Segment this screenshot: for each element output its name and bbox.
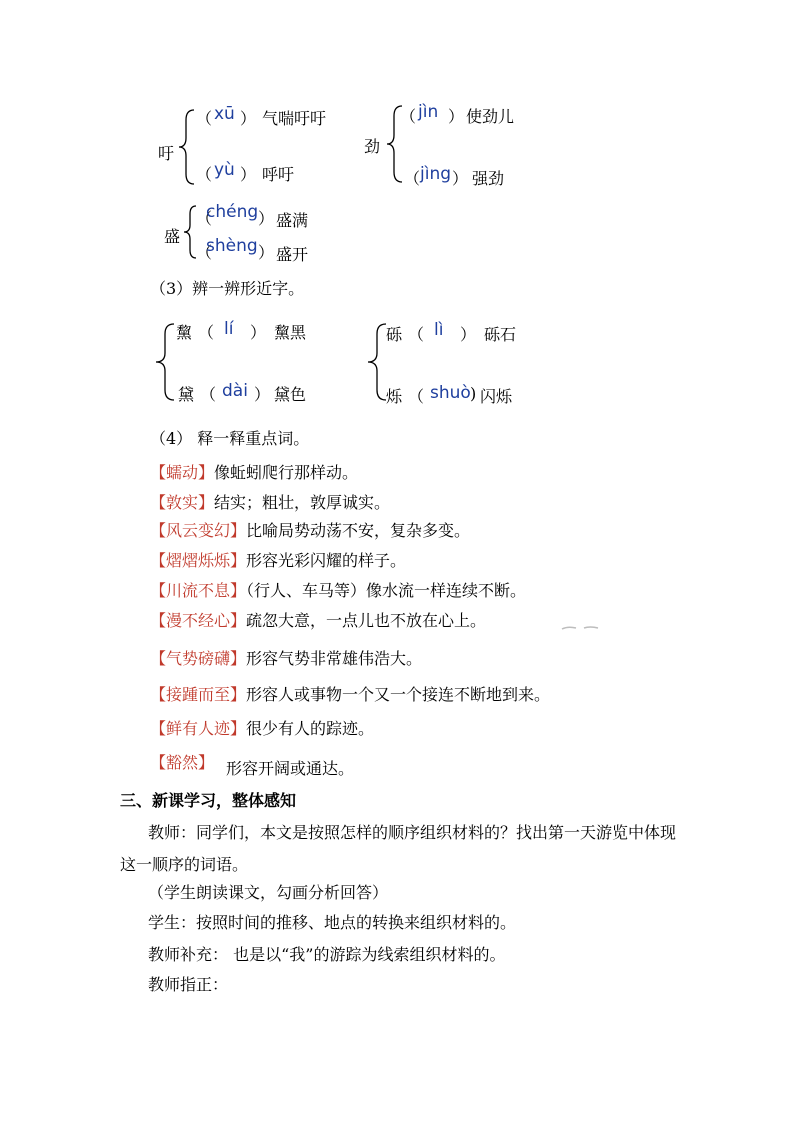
vocab-term: 【敦实】 [150, 493, 215, 512]
paren-open: （ [404, 169, 421, 188]
pinyin-sheng1: chéng [206, 202, 259, 222]
vocab-term: 【鲜有人迹】 [150, 719, 247, 738]
teacher-supplement: 教师补充： 也是以“我”的游踪为线索组织材料的。 [148, 945, 506, 964]
paren-close: ） [448, 107, 465, 126]
section-title-similar-chars: （3）辨一辨形近字。 [150, 279, 305, 298]
teacher-question-line2: 这一顺序的词语。 [120, 855, 249, 874]
paren-close: ） [240, 165, 257, 184]
polyphone-char-xu: 吁 [158, 144, 175, 163]
word-shuo: 闪烁 [480, 387, 513, 406]
vocab-item [150, 716, 374, 739]
vocab-term: 【漫不经心】 [150, 611, 247, 630]
section-title-vocab: （4） 释一释重点词。 [150, 429, 310, 448]
student-answer: 学生：按照时间的推移、地点的转换来组织材料的。 [148, 913, 517, 932]
pinyin-jin2: jìng [420, 164, 452, 184]
vocab-term: 【接踵而至】 [150, 685, 247, 704]
word-sheng2: 盛开 [276, 245, 309, 264]
pinyin-sheng2: shèng [206, 236, 258, 256]
vocab-definition: （行人、车马等）像水流一样连续不断。 [246, 581, 527, 600]
brace-li-dai [152, 322, 176, 402]
decorative-dash-marks [560, 624, 600, 632]
vocab-term: 【熠熠烁烁】 [150, 551, 247, 570]
vocab-definition: 形容气势非常雄伟浩大。 [246, 649, 423, 668]
word-sheng1: 盛满 [276, 211, 309, 230]
vocab-item [150, 518, 470, 541]
vocab-item [150, 750, 355, 778]
pinyin-xu1: xū [214, 104, 235, 124]
paren-close: ） [250, 323, 267, 342]
brace-xu [176, 108, 196, 186]
paren-close: ） [254, 385, 271, 404]
vocab-item [150, 578, 526, 601]
paren-open: （ [196, 109, 213, 128]
paren-open: （ [196, 209, 213, 228]
vocab-term: 【风云变幻】 [150, 521, 247, 540]
teacher-correction: 教师指正： [148, 975, 229, 994]
vocab-item [150, 646, 422, 669]
pinyin-li: lí [224, 319, 234, 339]
vocab-definition: 形容光彩闪耀的样子。 [246, 551, 407, 570]
pinyin-jin1: jìn [418, 102, 439, 122]
paren-open: （ [400, 107, 417, 126]
pinyin-li2: lì [434, 320, 444, 340]
polyphone-char-sheng: 盛 [164, 227, 181, 246]
word-li: 黧黑 [274, 323, 307, 342]
vocab-definition: 形容人或事物一个又一个接连不断地到来。 [246, 685, 551, 704]
vocab-item [150, 608, 486, 631]
word-xu2: 呼吁 [262, 165, 295, 184]
word-li2: 砾石 [484, 325, 517, 344]
char-dai: 黛 [178, 385, 195, 404]
paren-open: （ [196, 243, 213, 262]
pinyin-shuo: shuò [430, 383, 471, 403]
paren-open: （ [408, 387, 425, 406]
vocab-term: 【川流不息】 [150, 581, 247, 600]
char-li: 黧 [176, 323, 193, 342]
paren-close: ) [470, 384, 477, 403]
teacher-question-line1: 教师：同学们，本文是按照怎样的顺序组织材料的？找出第一天游览中体现 [148, 823, 677, 842]
vocab-definition: 疏忽大意，一点儿也不放在心上。 [246, 611, 487, 630]
vocab-term: 【蠕动】 [150, 463, 215, 482]
vocab-definition: 比喻局势动荡不安，复杂多变。 [246, 521, 471, 540]
student-activity-note: （学生朗读课文，勾画分析回答） [148, 883, 389, 902]
vocab-item [150, 548, 406, 571]
pinyin-xu2: yù [214, 160, 235, 180]
word-jin1: 使劲儿 [466, 107, 515, 126]
paren-open: （ [200, 385, 217, 404]
paren-close: ） [452, 169, 469, 188]
pinyin-dai: dài [222, 381, 248, 401]
paren-close: ） [460, 325, 477, 344]
vocab-definition: 很少有人的踪迹。 [246, 719, 375, 738]
word-xu1: 气喘吁吁 [262, 109, 327, 128]
paren-close: ） [258, 243, 275, 262]
polyphone-char-jin: 劲 [364, 137, 381, 156]
vocab-item [150, 682, 550, 705]
paren-close: ） [258, 209, 275, 228]
paren-open: （ [408, 325, 425, 344]
paren-open: （ [196, 165, 213, 184]
vocab-definition: 像蚯蚓爬行那样动。 [214, 463, 359, 482]
vocab-item [150, 460, 358, 483]
char-shuo: 烁 [386, 387, 403, 406]
word-jin2: 强劲 [472, 169, 505, 188]
word-dai: 黛色 [274, 385, 307, 404]
vocab-item [150, 490, 390, 513]
paren-close: ） [240, 109, 257, 128]
paren-open: （ [198, 323, 215, 342]
section-heading-new-lesson: 三、新课学习，整体感知 [120, 791, 297, 810]
vocab-definition: 形容开阔或通达。 [226, 759, 355, 778]
vocab-term: 【豁然】 [150, 753, 215, 772]
vocab-definition: 结实；粗壮，敦厚诚实。 [214, 493, 391, 512]
brace-li2-shuo [364, 322, 388, 402]
char-li2: 砾 [386, 325, 403, 344]
vocab-term: 【气势磅礴】 [150, 649, 247, 668]
